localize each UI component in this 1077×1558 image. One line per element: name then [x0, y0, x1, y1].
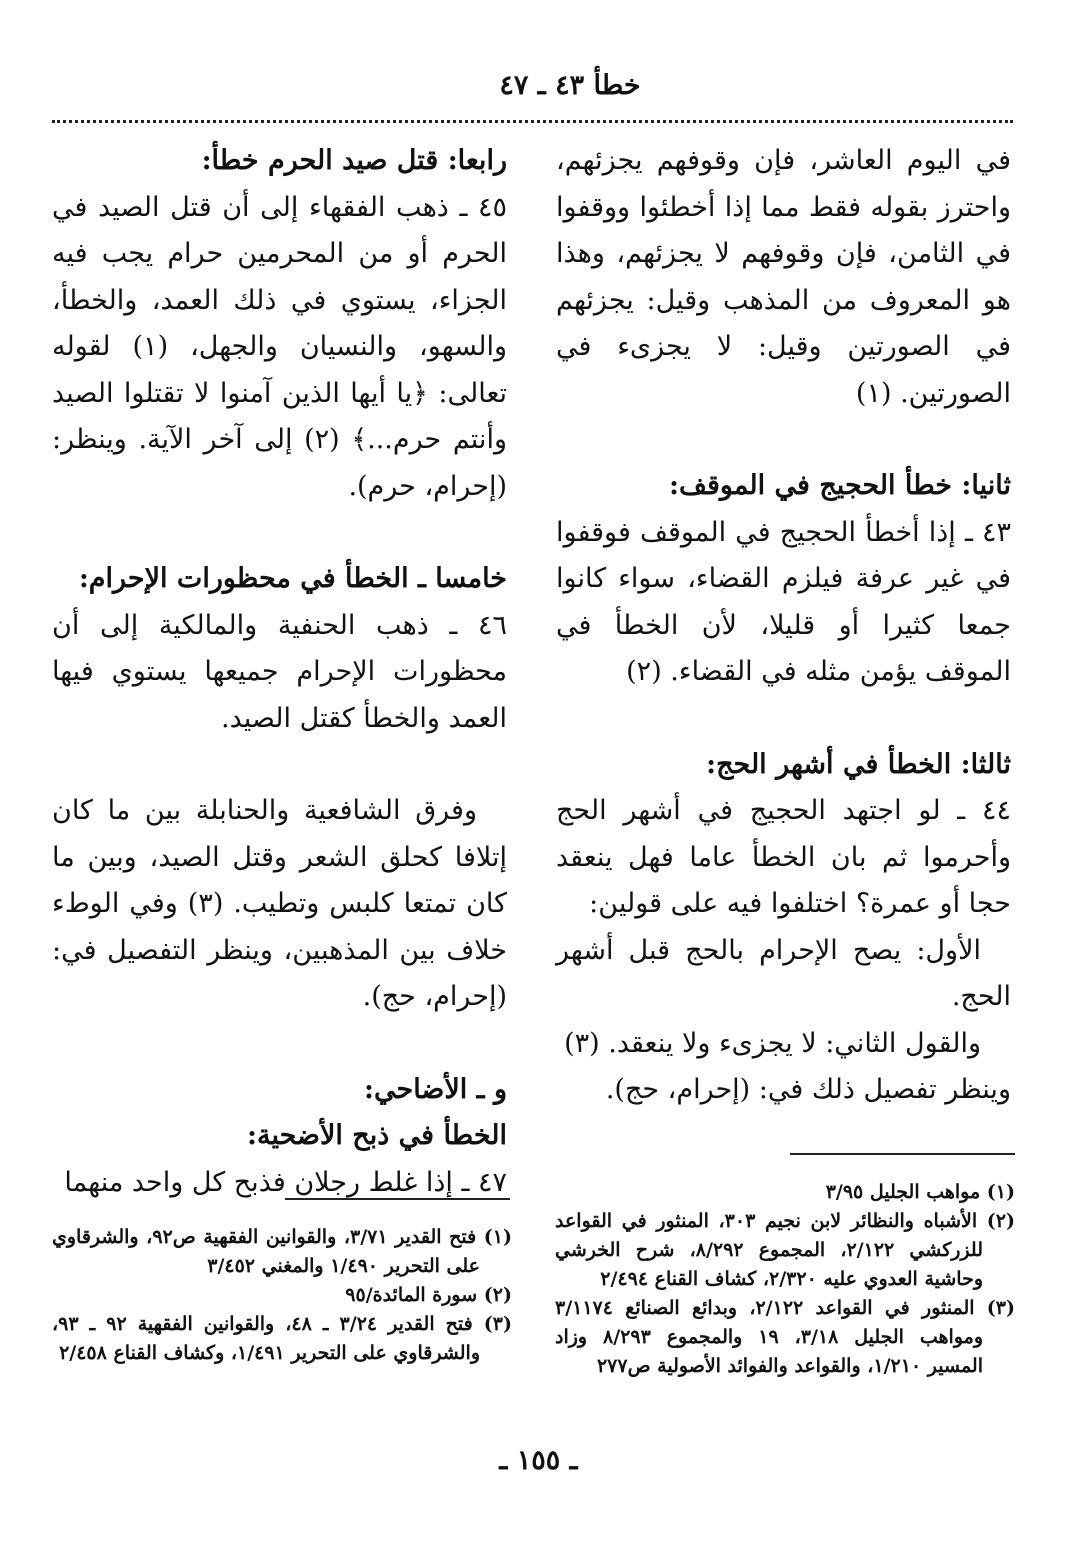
footnote-item: (٢) سورة المائدة/٩٥: [345, 1284, 512, 1306]
footnotes-left: [52, 1223, 512, 1368]
footnote-item: (٣) المنثور في القواعد ٢/١٢٢، وبدائع الصنائع ٣/١١٧٤ ومواهب الجليل ٣/١٨، ١٩ والمجموع ٨/٢٩٣ وزاد المسير ١/٢١٠، والقواعد والفوائد الأصولية ص٢٧٧: [555, 1297, 1015, 1377]
paragraph-shafii-hanbali: وفرق الشافعية والحنابلة بين ما كان إتلافا كحلق الشعر وقتل الصيد، وبين ما كان تمتعا كلبس وتطيب. (٣) وفي الوطء خلاف بين المذهبين، وينظر التفصيل في: (إحرام، حج).: [52, 795, 507, 1012]
section-heading-3: ثالثا: الخطأ في أشهر الحج:: [706, 748, 1011, 780]
paragraph-second-opinion: والقول الثاني: لا يجزىء ولا ينعقد. (٣): [564, 1027, 981, 1059]
section-heading-adahi: و ـ الأضاحي:: [364, 1073, 507, 1105]
subheading-slaughter-error: الخطأ في ذبح الأضحية:: [247, 1120, 507, 1151]
paragraph-47: ٤٧ ـ إذا غلط رجلان فذبح كل واحد منهما: [64, 1166, 507, 1198]
running-header: خطأ ٤٣ ـ ٤٧: [499, 70, 641, 101]
right-column: [556, 138, 1011, 1114]
left-column: [52, 138, 507, 1206]
footnote-rule-right: [790, 1153, 1015, 1155]
section-heading-5: خامسا ـ الخطأ في محظورات الإحرام:: [78, 563, 507, 594]
paragraph-43: ٤٣ ـ إذا أخطأ الحجيج في الموقف فوقفوا في غير عرفة فيلزم القضاء، سواء كانوا جمعا كثيرا أو قليلا، لأن الخطأ في الموقف يؤمن مثله في القضاء. (٢): [556, 516, 1011, 687]
page-number: ـ ١٥٥ ـ: [499, 1445, 578, 1476]
footnote-item: (٢) الأشباه والنظائر لابن نجيم ٣٠٣، المنثور في القواعد للزركشي ٢/١٢٢، المجموع ٨/٢٩٢، شرح الخرشي وحاشية العدوي عليه ٢/٣٢٠، كشاف القناع ٢/٤٩٤: [555, 1210, 1015, 1290]
footnote-rule-left: [285, 1198, 510, 1200]
paragraph-45: ٤٥ ـ ذهب الفقهاء إلى أن قتل الصيد في الحرم أو من المحرمين حرام يجب فيه الجزاء، يستوي في ذلك العمد، والخطأ، والسهو، والنسيان والجهل، (١) لقوله تعالى: ﴿يا أيها الذين آمنوا لا تقتلوا الصيد وأنتم حرم...﴾ (٢) إلى آخر الآية. وينظر: (إحرام، حرم).: [52, 191, 507, 502]
footnote-item: (١) مواهب الجليل ٣/٩٥: [825, 1181, 1015, 1203]
paragraph-see-also: وينظر تفصيل ذلك في: (إحرام، حج).: [605, 1074, 1011, 1105]
paragraph-first-opinion: الأول: يصح الإحرام بالحج قبل أشهر الحج.: [556, 934, 1011, 1012]
footnotes-right: [555, 1178, 1015, 1381]
footnote-item: (١) فتح القدير ٣/٧١، والقوانين الفقهية ص٩٢، والشرقاوي على التحرير ١/٤٩٠ والمغني ٣/٤٥٢: [52, 1226, 512, 1277]
section-heading-4: رابعا: قتل صيد الحرم خطأ:: [201, 145, 507, 176]
header-dotted-rule: [52, 120, 1013, 123]
paragraph-46: ٤٦ ـ ذهب الحنفية والمالكية إلى أن محظورات الإحرام جميعها يستوي فيها العمد والخطأ كقتل الصيد.: [52, 609, 507, 734]
section-heading-2: ثانيا: خطأ الحجيج في الموقف:: [669, 470, 1011, 501]
paragraph-continuation: في اليوم العاشر، فإن وقوفهم يجزئهم، واحترز بقوله فقط مما إذا أخطئوا ووقفوا في الثامن، فإن وقوفهم لا يجزئهم، وهذا هو المعروف من المذهب وقيل: يجزئهم في الصورتين وقيل: لا يجزىء في الصورتين. (١): [556, 145, 1011, 409]
paragraph-44: ٤٤ ـ لو اجتهد الحجيج في أشهر الحج وأحرموا ثم بان الخطأ عاما فهل ينعقد حجا أو عمرة؟ اختلفوا فيه على قولين:: [556, 795, 1011, 919]
footnote-item: (٣) فتح القدير ٣/٢٤ ـ ٤٨، والقوانين الفقهية ٩٢ ـ ٩٣، والشرقاوي على التحرير ١/٤٩١، وكشاف القناع ٢/٤٥٨: [52, 1313, 513, 1364]
